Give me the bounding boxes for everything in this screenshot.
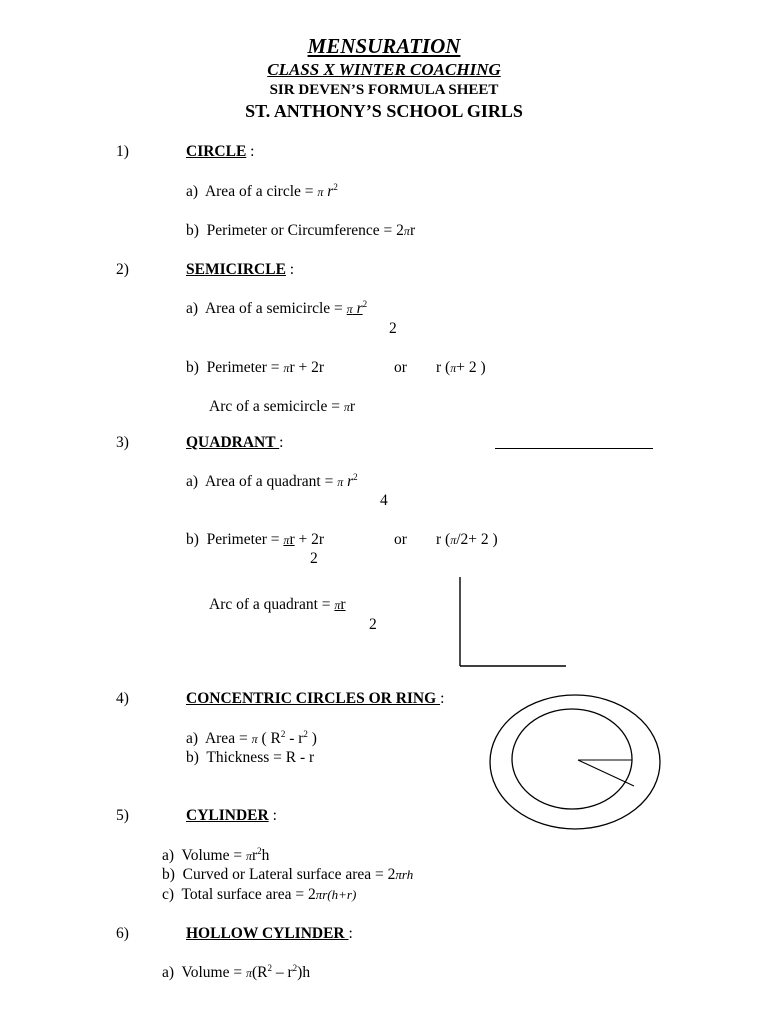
- section-heading-circle: CIRCLE :: [186, 143, 255, 160]
- formula-quadrant-arc: Arc of a quadrant = πr: [209, 596, 346, 613]
- formula-circle-area: a) Area of a circle = π $r^2$: [186, 181, 338, 200]
- sheet-line: SIR DEVEN’S FORMULA SHEET: [269, 82, 499, 98]
- formula-semicircle-perimeter-alt: r (π+ 2 ): [436, 359, 486, 376]
- or-label: or: [394, 531, 407, 548]
- formula-semicircle-area: a) Area of a semicircle = π $r^2$: [186, 298, 368, 317]
- inner-circle: [512, 709, 632, 809]
- section-heading-semicircle: SEMICIRCLE :: [186, 261, 295, 278]
- class-line: CLASS X WINTER COACHING: [267, 60, 501, 79]
- formula-hollow-cylinder-volume: a) Volume = $\pi(R^2 - r^2)h$: [162, 962, 311, 981]
- formula-quadrant-perimeter: b) Perimeter = πr + 2r: [186, 531, 325, 548]
- page-title: MENSURATION: [307, 34, 461, 58]
- school-line: ST. ANTHONY’S SCHOOL GIRLS: [245, 101, 523, 121]
- formula-quadrant-area: a) Area of a quadrant = π $r^2$: [186, 471, 358, 490]
- section-number: 6): [116, 925, 129, 942]
- formula-ring-thickness: b) Thickness = R - r: [186, 749, 315, 766]
- section-number: 1): [116, 143, 129, 160]
- formula-cylinder-tsa: c) Total surface area = 2πr(h+r): [162, 886, 357, 903]
- section-number: 5): [116, 807, 129, 824]
- formula-circle-perimeter: b) Perimeter or Circumference = 2πr: [186, 222, 416, 239]
- denominator: 4: [380, 492, 388, 509]
- formula-cylinder-csa: b) Curved or Lateral surface area = 2πrh: [162, 866, 414, 883]
- section-heading-cylinder: CYLINDER :: [186, 807, 277, 824]
- formula-semicircle-perimeter: b) Perimeter = πr + 2r: [186, 359, 325, 376]
- section-heading-quadrant: QUADRANT :: [186, 434, 284, 451]
- section-number: 3): [116, 434, 129, 451]
- ring-diagram: [486, 692, 666, 832]
- denominator: 2: [369, 616, 377, 633]
- divider-line: [495, 448, 653, 449]
- section-number: 2): [116, 261, 129, 278]
- section-number: 4): [116, 690, 129, 707]
- formula-cylinder-volume: a) Volume = $\pi r^2h$: [162, 845, 270, 864]
- formula-ring-area: a) Area = π ( $R^2 - r^2$ ): [186, 728, 317, 747]
- section-heading-ring: CONCENTRIC CIRCLES OR RING :: [186, 690, 445, 707]
- formula-quadrant-perimeter-alt: r (π/2+ 2 ): [436, 531, 498, 548]
- or-label: or: [394, 359, 407, 376]
- section-heading-hollow-cylinder: HOLLOW CYLINDER :: [186, 925, 353, 942]
- radius-line: [578, 760, 634, 786]
- denominator: 2: [310, 550, 318, 567]
- quadrant-diagram: [450, 570, 580, 674]
- formula-semicircle-arc: Arc of a semicircle = πr: [209, 398, 356, 415]
- denominator: 2: [389, 320, 397, 337]
